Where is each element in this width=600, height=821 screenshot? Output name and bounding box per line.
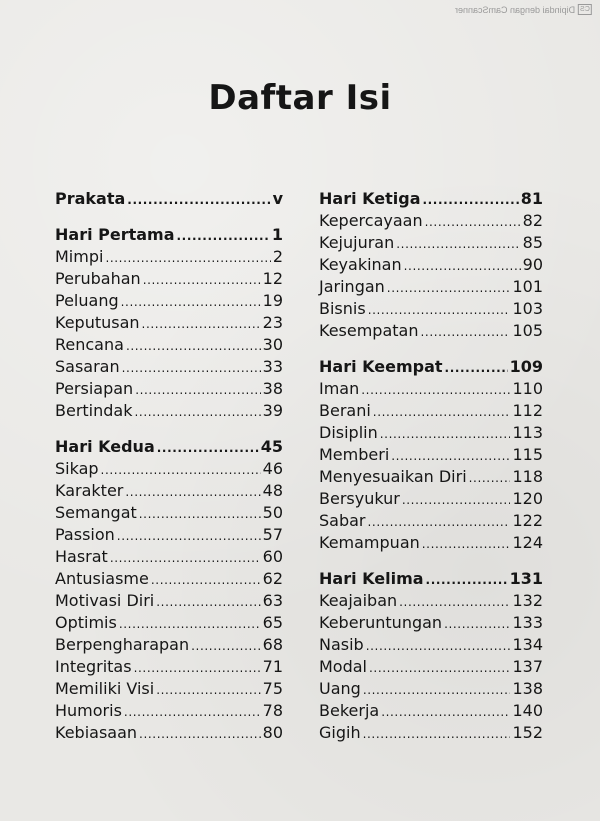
dot-leader	[444, 613, 510, 635]
toc-section-heading	[55, 436, 283, 458]
entry-title: Mimpi	[55, 247, 104, 266]
toc-entry	[55, 334, 283, 356]
toc-entry	[55, 524, 283, 546]
dot-leader	[139, 723, 261, 745]
toc-entry	[319, 678, 543, 700]
page-number: v	[272, 189, 283, 208]
dot-leader	[127, 189, 270, 211]
page-number: 45	[260, 437, 283, 456]
toc-entry	[55, 612, 283, 634]
toc-section-heading	[319, 188, 543, 210]
entry-title: Kepercayaan	[319, 211, 423, 230]
toc-entry	[55, 480, 283, 502]
toc-entry	[319, 210, 543, 232]
toc-section-heading	[55, 224, 283, 246]
page-number: 39	[262, 401, 283, 420]
dot-leader	[143, 269, 261, 291]
toc-section-heading	[319, 568, 543, 590]
page-number: 82	[522, 211, 543, 230]
page-number: 138	[512, 679, 543, 698]
entry-title: Sasaran	[55, 357, 120, 376]
dot-leader	[366, 635, 511, 657]
entry-title: Passion	[55, 525, 115, 544]
page-number: 1	[271, 225, 283, 244]
page-title: Daftar Isi	[208, 78, 392, 118]
dot-leader	[156, 591, 260, 613]
entry-title: Bersyukur	[319, 489, 400, 508]
page-number: 122	[512, 511, 543, 530]
toc-entry	[319, 400, 543, 422]
page-number: 115	[512, 445, 543, 464]
entry-title: Kebiasaan	[55, 723, 138, 742]
toc-section	[55, 436, 283, 744]
page-number: 63	[262, 591, 283, 610]
dot-leader	[426, 569, 508, 591]
page-number: 101	[512, 277, 543, 296]
section-title: Hari Pertama	[55, 225, 175, 244]
toc-entry	[319, 378, 543, 400]
page-number: 62	[262, 569, 283, 588]
dot-leader	[381, 701, 510, 723]
toc-section	[55, 188, 283, 210]
entry-title: Motivasi Diri	[55, 591, 155, 610]
dot-leader	[191, 635, 261, 657]
dot-leader	[126, 335, 261, 357]
page-number: 113	[512, 423, 543, 442]
toc-entry	[319, 532, 543, 554]
dot-leader	[420, 321, 510, 343]
entry-title: Hasrat	[55, 547, 108, 566]
dot-leader	[396, 233, 520, 255]
dot-leader	[105, 247, 270, 269]
dot-leader	[373, 401, 511, 423]
dot-leader	[361, 379, 510, 401]
toc-entry	[55, 246, 283, 268]
entry-title: Keberuntungan	[319, 613, 443, 632]
dot-leader	[422, 189, 518, 211]
toc-entry	[55, 722, 283, 744]
page-number: 132	[512, 591, 543, 610]
section-title: Hari Kedua	[55, 437, 155, 456]
toc-entry	[319, 232, 543, 254]
toc-entry	[319, 656, 543, 678]
page-number: 118	[512, 467, 543, 486]
dot-leader	[368, 511, 511, 533]
entry-title: Antusiasme	[55, 569, 149, 588]
dot-leader	[391, 445, 510, 467]
dot-leader	[134, 657, 261, 679]
dot-leader	[135, 379, 260, 401]
page-number: 33	[262, 357, 283, 376]
toc-entry	[319, 422, 543, 444]
toc-entry	[319, 634, 543, 656]
page-number: 2	[272, 247, 283, 266]
dot-leader	[121, 291, 261, 313]
entry-title: Kesempatan	[319, 321, 419, 340]
page-number: 65	[262, 613, 283, 632]
dot-leader	[101, 459, 261, 481]
toc-entry	[55, 700, 283, 722]
entry-title: Keputusan	[55, 313, 140, 332]
page-number: 85	[522, 233, 543, 252]
page-number: 19	[262, 291, 283, 310]
dot-leader	[369, 657, 510, 679]
page-number: 120	[512, 489, 543, 508]
toc-section	[319, 356, 543, 554]
toc-section-heading	[319, 356, 543, 378]
toc-entry	[319, 700, 543, 722]
entry-title: Perubahan	[55, 269, 141, 288]
toc-entry	[55, 356, 283, 378]
dot-leader	[469, 467, 511, 489]
toc-entry	[319, 510, 543, 532]
entry-title: Sikap	[55, 459, 99, 478]
toc-entry	[55, 656, 283, 678]
dot-leader	[380, 423, 511, 445]
page-number: 90	[522, 255, 543, 274]
toc-entry	[55, 590, 283, 612]
page-number: 46	[262, 459, 283, 478]
toc-section	[319, 188, 543, 342]
page-number: 71	[262, 657, 283, 676]
entry-title: Kemampuan	[319, 533, 420, 552]
page-number: 23	[262, 313, 283, 332]
page-number: 48	[262, 481, 283, 500]
entry-title: Nasib	[319, 635, 364, 654]
dot-leader	[139, 503, 261, 525]
dot-leader	[110, 547, 261, 569]
dot-leader	[363, 679, 511, 701]
toc-entry	[319, 722, 543, 744]
toc-section	[55, 224, 283, 422]
entry-title: Semangat	[55, 503, 137, 522]
page-number: 12	[262, 269, 283, 288]
toc-entry	[55, 678, 283, 700]
dot-leader	[363, 723, 511, 745]
section-title: Hari Kelima	[319, 569, 424, 588]
toc-entry	[55, 634, 283, 656]
entry-title: Menyesuaikan Diri	[319, 467, 467, 486]
toc-entry	[55, 502, 283, 524]
entry-title: Sabar	[319, 511, 366, 530]
section-title: Hari Keempat	[319, 357, 443, 376]
page-number: 137	[512, 657, 543, 676]
dot-leader	[422, 533, 511, 555]
toc-entry	[319, 590, 543, 612]
entry-title: Keajaiban	[319, 591, 398, 610]
section-title: Prakata	[55, 189, 126, 208]
page-number: 152	[512, 723, 543, 742]
toc-section	[319, 568, 543, 744]
dot-leader	[122, 357, 261, 379]
toc-entry	[319, 488, 543, 510]
entry-title: Keyakinan	[319, 255, 402, 274]
dot-leader	[368, 299, 511, 321]
entry-title: Berpengharapan	[55, 635, 190, 654]
page-number: 57	[262, 525, 283, 544]
toc-entry	[55, 268, 283, 290]
page-number: 133	[512, 613, 543, 632]
page-number: 140	[512, 701, 543, 720]
entry-title: Kejujuran	[319, 233, 395, 252]
page-number: 50	[262, 503, 283, 522]
page-number: 60	[262, 547, 283, 566]
entry-title: Rencana	[55, 335, 124, 354]
page-number: 109	[509, 357, 543, 376]
dot-leader	[124, 701, 261, 723]
dot-leader	[156, 679, 260, 701]
entry-title: Iman	[319, 379, 360, 398]
page-number: 131	[509, 569, 543, 588]
toc-section-heading	[55, 188, 283, 210]
toc-entry	[55, 290, 283, 312]
page-number: 75	[262, 679, 283, 698]
entry-title: Integritas	[55, 657, 132, 676]
entry-title: Bekerja	[319, 701, 380, 720]
dot-leader	[151, 569, 261, 591]
entry-title: Bisnis	[319, 299, 366, 318]
dot-leader	[125, 481, 260, 503]
page-number: 112	[512, 401, 543, 420]
dot-leader	[117, 525, 261, 547]
dot-leader	[142, 313, 261, 335]
entry-title: Humoris	[55, 701, 122, 720]
toc-entry	[55, 378, 283, 400]
entry-title: Karakter	[55, 481, 124, 500]
dot-leader	[445, 357, 508, 379]
dot-leader	[399, 591, 510, 613]
toc-entry	[319, 254, 543, 276]
toc-entry	[319, 444, 543, 466]
entry-title: Memiliki Visi	[55, 679, 155, 698]
page-number: 124	[512, 533, 543, 552]
page-number: 103	[512, 299, 543, 318]
dot-leader	[387, 277, 511, 299]
toc-entry	[319, 298, 543, 320]
page-number: 105	[512, 321, 543, 340]
watermark-text: Dipindai dengan CamScanner	[455, 4, 576, 15]
toc-entry	[55, 458, 283, 480]
toc-entry	[319, 276, 543, 298]
toc-right-column	[319, 188, 543, 758]
toc-entry	[55, 400, 283, 422]
toc-entry	[55, 568, 283, 590]
dot-leader	[404, 255, 521, 277]
toc-entry	[319, 612, 543, 634]
dot-leader	[134, 401, 260, 423]
page-number: 30	[262, 335, 283, 354]
entry-title: Uang	[319, 679, 361, 698]
page-number: 68	[262, 635, 283, 654]
entry-title: Optimis	[55, 613, 117, 632]
dot-leader	[425, 211, 521, 233]
toc-left-column	[55, 188, 283, 758]
dot-leader	[402, 489, 511, 511]
page-number: 80	[262, 723, 283, 742]
page-number: 38	[262, 379, 283, 398]
section-title: Hari Ketiga	[319, 189, 421, 208]
toc-entry	[55, 546, 283, 568]
entry-title: Disiplin	[319, 423, 378, 442]
camscanner-logo-icon: CS	[580, 6, 590, 13]
entry-title: Memberi	[319, 445, 390, 464]
dot-leader	[119, 613, 261, 635]
entry-title: Peluang	[55, 291, 119, 310]
entry-title: Jaringan	[319, 277, 385, 296]
dot-leader	[177, 225, 270, 247]
entry-title: Gigih	[319, 723, 361, 742]
toc-entry	[55, 312, 283, 334]
scanner-watermark	[455, 4, 592, 15]
entry-title: Berani	[319, 401, 371, 420]
toc-entry	[319, 466, 543, 488]
dot-leader	[157, 437, 259, 459]
entry-title: Persiapan	[55, 379, 134, 398]
page-number: 134	[512, 635, 543, 654]
entry-title: Modal	[319, 657, 367, 676]
page-number: 81	[520, 189, 543, 208]
page-number: 78	[262, 701, 283, 720]
page-number: 110	[512, 379, 543, 398]
entry-title: Bertindak	[55, 401, 133, 420]
toc-entry	[319, 320, 543, 342]
